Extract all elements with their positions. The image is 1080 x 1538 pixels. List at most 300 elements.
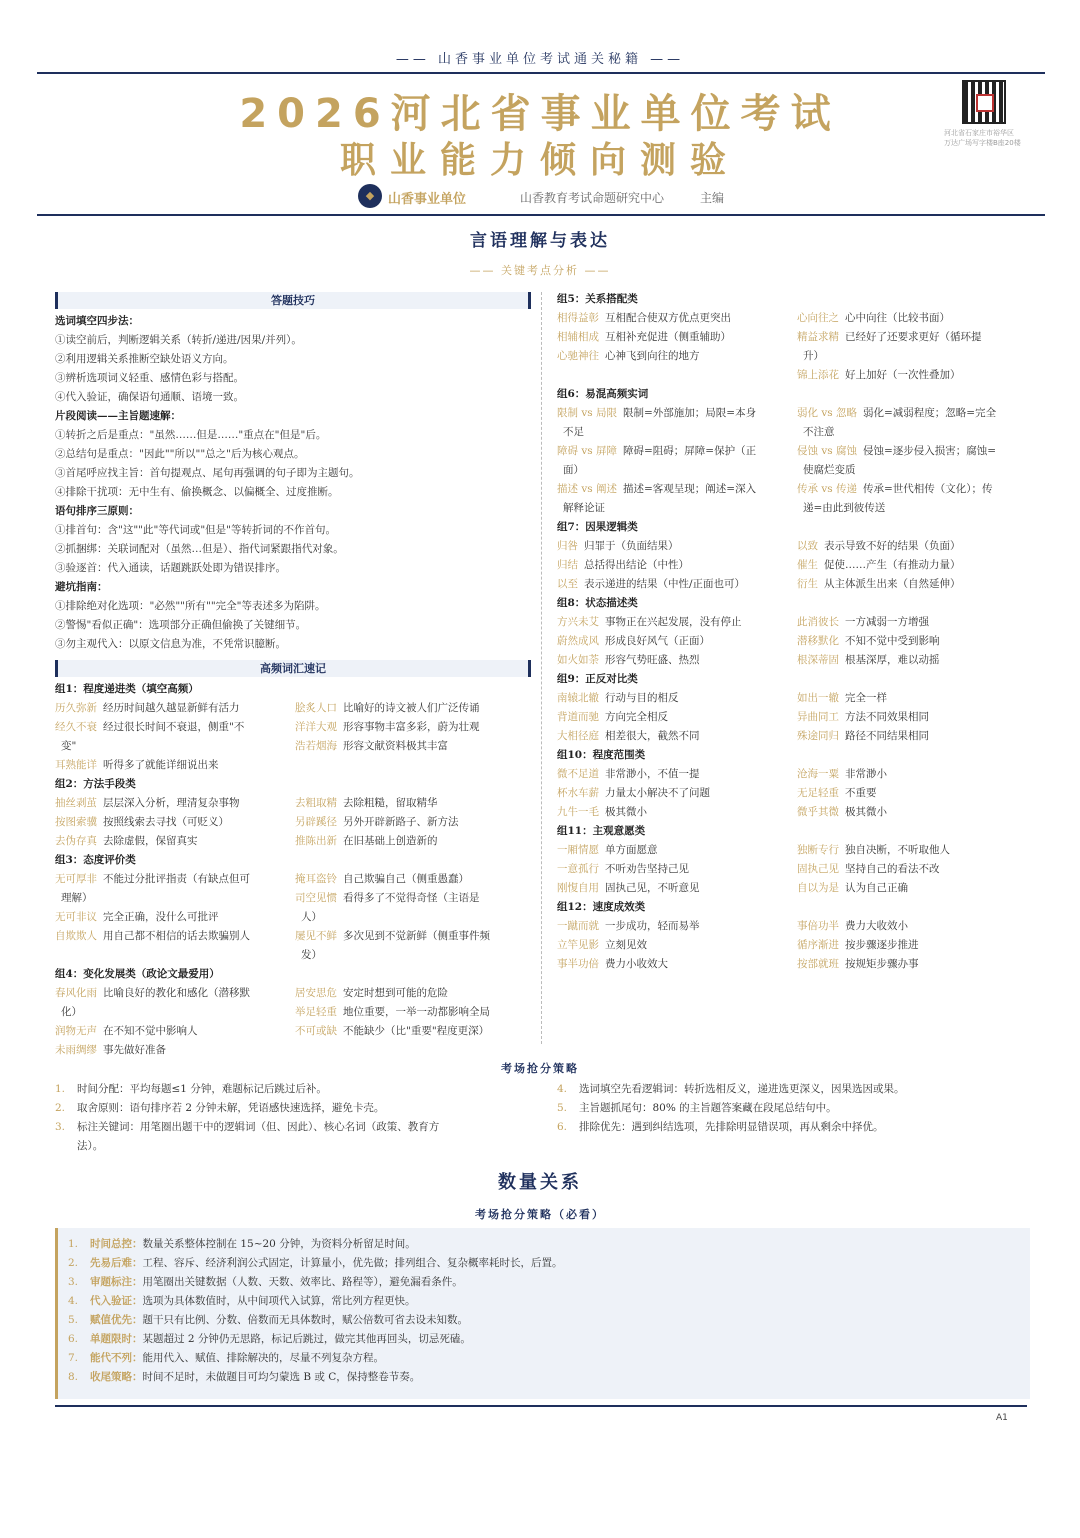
vocab-cell bbox=[557, 689, 797, 708]
vocab-desc: 化） bbox=[61, 1006, 82, 1018]
tip-line: ③验逐首：代入通读，话题跳跃处即为错误排序。 bbox=[55, 562, 286, 574]
vocab-cell bbox=[797, 442, 996, 461]
vocab-term: 无可非议 bbox=[55, 911, 97, 923]
qr-note: 万达广场写字楼B座20楼 bbox=[944, 139, 1021, 147]
vocab-cell bbox=[55, 699, 295, 718]
vocab-desc: 事物正在兴起发展，没有停止 bbox=[605, 616, 742, 628]
vocab-desc: 用自己都不相信的话去欺骗别人 bbox=[103, 930, 250, 942]
vocab-desc: 路径不同结果相同 bbox=[845, 730, 929, 742]
quant-tip bbox=[58, 1273, 1030, 1292]
vocab-term: 微不足道 bbox=[557, 768, 599, 780]
vocab-desc: 从主体派生出来（自然延伸） bbox=[824, 578, 961, 590]
tip-text: 某题超过 2 分钟仍无思路，标记后跳过，做完其他再回头，切忌死磕。 bbox=[142, 1333, 471, 1345]
vocab-desc: 好上加好（一次性叠加） bbox=[845, 369, 961, 381]
vocab-row bbox=[557, 366, 1035, 385]
vocab-cell bbox=[557, 708, 797, 727]
group-heading: 组11：主观意愿类 bbox=[557, 825, 646, 837]
vocab-cell bbox=[55, 737, 295, 756]
vocab-cell bbox=[557, 347, 797, 366]
vocab-row bbox=[557, 651, 1035, 670]
vocab-row bbox=[557, 537, 1035, 556]
vocab-term: 背道而驰 bbox=[557, 711, 599, 723]
vocab-cell bbox=[295, 718, 480, 737]
vocab-desc: 层层深入分析，理清复杂事物 bbox=[103, 797, 240, 809]
quant-tip bbox=[58, 1330, 1030, 1349]
vocab-cell bbox=[797, 613, 929, 632]
vocab-term: 弱化 vs 忽略 bbox=[797, 407, 857, 419]
vocab-desc: 面） bbox=[563, 464, 584, 476]
sub-main-title: 职业能力倾向测验 bbox=[339, 140, 740, 181]
vocab-term: 侵蚀 vs 腐蚀 bbox=[797, 445, 857, 457]
vocab-cell bbox=[797, 347, 824, 366]
vocab-term: 南辕北辙 bbox=[557, 692, 599, 704]
vocab-term: 以致 bbox=[797, 540, 818, 552]
vocab-term: 润物无声 bbox=[55, 1025, 97, 1037]
vocab-row bbox=[55, 927, 535, 946]
vocab-desc: 不重要 bbox=[845, 787, 877, 799]
vocab-desc: 完全一样 bbox=[845, 692, 887, 704]
vocab-desc: 发） bbox=[301, 949, 322, 961]
vocab-desc: 总括得出结论（中性） bbox=[584, 559, 689, 571]
item-text: 法）。 bbox=[77, 1140, 104, 1152]
vocab-desc: 不足 bbox=[563, 426, 584, 438]
vocab-desc: 在不知不觉中影响人 bbox=[103, 1025, 198, 1037]
vocab-cell bbox=[295, 1003, 490, 1022]
vocab-cell bbox=[55, 718, 295, 737]
publisher: 山香教育考试命题研究中心 bbox=[520, 191, 665, 205]
vocab-desc: 形容气势旺盛、热烈 bbox=[605, 654, 700, 666]
vocab-cell bbox=[557, 613, 797, 632]
vocab-term: 掩耳盗铃 bbox=[295, 873, 337, 885]
vocab-term: 衍生 bbox=[797, 578, 818, 590]
vocab-term: 精益求精 bbox=[797, 331, 839, 343]
vocab-term: 心驰神往 bbox=[557, 350, 599, 362]
vocab-cell bbox=[295, 832, 438, 851]
vocab-term: 蔚然成风 bbox=[557, 635, 599, 647]
vocab-term: 杯水车薪 bbox=[557, 787, 599, 799]
section-title: 言语理解与表达 bbox=[470, 231, 610, 251]
item-number: 8. bbox=[68, 1371, 79, 1383]
vocab-cell bbox=[55, 984, 295, 1003]
vocab-term: 心向往之 bbox=[797, 312, 839, 324]
tip-line: ②抓捆绑：关联词配对（虽然…但是）、指代词紧跟指代对象。 bbox=[55, 543, 344, 555]
group-heading: 组5：关系搭配类 bbox=[557, 293, 638, 305]
vocab-term: 障碍 vs 屏障 bbox=[557, 445, 617, 457]
vocab-row bbox=[557, 423, 1035, 442]
item-text: 取舍原则：语句排序若 2 分钟未解，凭语感快速选择，避免卡壳。 bbox=[77, 1102, 385, 1114]
vocab-desc: 理解） bbox=[61, 892, 93, 904]
vocab-desc: 极其微小 bbox=[845, 806, 887, 818]
vocab-term: 屡见不鲜 bbox=[295, 930, 337, 942]
vocab-list-right bbox=[557, 290, 1035, 974]
vocab-cell bbox=[797, 784, 877, 803]
vocab-cell bbox=[557, 461, 797, 480]
vocab-row bbox=[557, 936, 1035, 955]
qr-code-icon bbox=[962, 80, 1006, 124]
vocab-term: 催生 bbox=[797, 559, 818, 571]
logo-icon: ◆ bbox=[358, 184, 382, 208]
vocab-row bbox=[557, 860, 1035, 879]
vocab-row bbox=[55, 984, 535, 1003]
vocab-desc: 描述=客观呈现；阐述=深入 bbox=[623, 483, 757, 495]
vocab-desc: 认为自己正确 bbox=[845, 882, 908, 894]
group-heading: 组10：程度范围类 bbox=[557, 749, 646, 761]
vocab-row bbox=[55, 794, 535, 813]
vocab-row bbox=[557, 556, 1035, 575]
vocab-term: 推陈出新 bbox=[295, 835, 337, 847]
vocab-cell bbox=[797, 708, 929, 727]
vocab-desc: 根基深厚，难以动摇 bbox=[845, 654, 940, 666]
tip-line: ②警惕"看似正确"：选项部分正确但偷换了关键细节。 bbox=[55, 619, 307, 631]
vocab-heading: 高频词汇速记 bbox=[55, 660, 531, 677]
tip-text: 用笔圈出关键数据（人数、天数、效率比、路程等），避免漏看条件。 bbox=[142, 1276, 463, 1288]
vocab-row bbox=[55, 813, 535, 832]
vocab-desc: 归罪于（负面结果） bbox=[584, 540, 679, 552]
vocab-row bbox=[55, 1022, 535, 1041]
vocab-desc: 独自决断，不听取他人 bbox=[845, 844, 950, 856]
vocab-term: 固执己见 bbox=[797, 863, 839, 875]
vocab-row bbox=[557, 328, 1035, 347]
vocab-cell bbox=[797, 309, 950, 328]
vocab-cell bbox=[797, 556, 961, 575]
item-text: 选词填空先看逻辑词：转折选相反义，递进选更深义，因果选因或果。 bbox=[579, 1083, 905, 1095]
vocab-row bbox=[557, 879, 1035, 898]
vocab-desc: 费力小收效大 bbox=[605, 958, 668, 970]
tip-text: 数量关系整体控制在 15~20 分钟，为资料分析留足时间。 bbox=[142, 1238, 416, 1250]
vocab-cell bbox=[557, 575, 797, 594]
vocab-desc: 去除粗糙，留取精华 bbox=[343, 797, 438, 809]
vocab-term: 自以为是 bbox=[797, 882, 839, 894]
vocab-term: 另辟蹊径 bbox=[295, 816, 337, 828]
main-title: 2026河北省事业单位考试 bbox=[239, 91, 841, 137]
group-heading: 组9：正反对比类 bbox=[557, 673, 638, 685]
vocab-desc: 一方减弱一方增强 bbox=[845, 616, 929, 628]
vocab-cell bbox=[797, 423, 835, 442]
tips-heading: 答题技巧 bbox=[55, 292, 531, 309]
vocab-term: 脍炙人口 bbox=[295, 702, 337, 714]
vocab-desc: 非常渺小 bbox=[845, 768, 887, 780]
vocab-cell bbox=[557, 309, 797, 328]
vocab-cell bbox=[557, 480, 797, 499]
vocab-term: 去粗取精 bbox=[295, 797, 337, 809]
tip-line: ③首尾呼应找主旨：首句提观点、尾句再强调的句子即为主题句。 bbox=[55, 467, 360, 479]
item-number: 5. bbox=[68, 1314, 79, 1326]
vocab-term: 殊途同归 bbox=[797, 730, 839, 742]
tip-line: ④排除干扰项：无中生有、偷换概念、以偏概全、过度推断。 bbox=[55, 486, 339, 498]
vocab-cell bbox=[295, 699, 480, 718]
vocab-row bbox=[55, 718, 535, 737]
group-heading: 片段阅读——主旨题速解： bbox=[55, 410, 181, 422]
vocab-cell bbox=[557, 936, 797, 955]
vocab-desc: 固执己见，不听意见 bbox=[605, 882, 700, 894]
vocab-term: 一意孤行 bbox=[557, 863, 599, 875]
vocab-cell bbox=[295, 737, 448, 756]
vocab-cell bbox=[557, 784, 797, 803]
vocab-desc: 弱化=减弱程度；忽略=完全 bbox=[863, 407, 997, 419]
vocab-row bbox=[557, 784, 1035, 803]
group-heading: 组1：程度递进类（填空高频） bbox=[55, 683, 199, 695]
vocab-cell bbox=[557, 442, 797, 461]
section-subtitle: —— 关键考点分析 —— bbox=[469, 264, 611, 277]
vocab-row bbox=[557, 689, 1035, 708]
vocab-row bbox=[557, 442, 1035, 461]
vocab-desc: 按照线索去寻找（可贬义） bbox=[103, 816, 229, 828]
vocab-term: 九牛一毛 bbox=[557, 806, 599, 818]
vocab-cell bbox=[797, 936, 919, 955]
editor-label: 主编 bbox=[700, 191, 725, 205]
vocab-cell bbox=[797, 575, 961, 594]
item-number: 3. bbox=[68, 1276, 79, 1288]
quant-tip bbox=[58, 1349, 1030, 1368]
vocab-desc: 多次见到不觉新鲜（侧重事件频 bbox=[343, 930, 490, 942]
vocab-desc: 促使……产生（有推动力量） bbox=[824, 559, 961, 571]
section2-title: 数量关系 bbox=[498, 1172, 582, 1193]
vocab-term: 独断专行 bbox=[797, 844, 839, 856]
vocab-row bbox=[557, 708, 1035, 727]
vocab-desc: 听得多了就能详细说出来 bbox=[103, 759, 219, 771]
vocab-desc: 传承=世代相传（文化）；传 bbox=[863, 483, 993, 495]
tip-text: 时间不足时，未做题目可均匀蒙选 B 或 C，保持整卷节奏。 bbox=[142, 1371, 421, 1383]
vocab-desc: 不能过分批评指责（有缺点但可 bbox=[103, 873, 250, 885]
logo-text: 山香事业单位 bbox=[388, 192, 467, 207]
vocab-row bbox=[557, 499, 1035, 518]
vocab-desc: 去除虚假，保留真实 bbox=[103, 835, 198, 847]
vocab-cell bbox=[295, 946, 322, 965]
vocab-cell bbox=[295, 1041, 301, 1060]
vocab-desc: 看得多了不觉得奇怪（主语是 bbox=[343, 892, 480, 904]
vocab-desc: 经历时间越久越显新鲜有活力 bbox=[103, 702, 240, 714]
vocab-cell bbox=[797, 499, 885, 518]
vocab-term: 刚愎自用 bbox=[557, 882, 599, 894]
vocab-cell bbox=[295, 927, 490, 946]
vocab-term: 如火如荼 bbox=[557, 654, 599, 666]
vocab-row bbox=[557, 613, 1035, 632]
item-number: 1. bbox=[68, 1238, 79, 1250]
vocab-cell bbox=[557, 803, 797, 822]
vocab-term: 不可或缺 bbox=[295, 1025, 337, 1037]
tip-line: ④代入验证，确保语句通顺、语境一致。 bbox=[55, 391, 244, 403]
vocab-term: 沧海一粟 bbox=[797, 768, 839, 780]
vocab-desc: 升） bbox=[803, 350, 824, 362]
vocab-row bbox=[557, 841, 1035, 860]
vocab-row bbox=[55, 737, 535, 756]
vocab-cell bbox=[797, 651, 940, 670]
group-heading: 组2：方法手段类 bbox=[55, 778, 136, 790]
vocab-desc: 不听劝告坚持己见 bbox=[605, 863, 689, 875]
vocab-desc: 不注意 bbox=[803, 426, 835, 438]
vocab-term: 潜移默化 bbox=[797, 635, 839, 647]
vocab-term: 异曲同工 bbox=[797, 711, 839, 723]
vocab-term: 事倍功半 bbox=[797, 920, 839, 932]
vocab-desc: 不能缺少（比"重要"程度更深） bbox=[343, 1025, 490, 1037]
strategy-item bbox=[55, 1137, 530, 1156]
vocab-cell bbox=[55, 908, 295, 927]
strategy-list-right bbox=[557, 1080, 1035, 1137]
item-number: 7. bbox=[68, 1352, 79, 1364]
vocab-row bbox=[55, 756, 535, 775]
group-heading: 组12：速度成效类 bbox=[557, 901, 646, 913]
vocab-cell bbox=[295, 908, 322, 927]
vocab-cell bbox=[295, 984, 448, 1003]
group-heading: 选词填空四步法： bbox=[55, 315, 139, 327]
vocab-cell bbox=[557, 366, 797, 385]
vocab-desc: 地位重要，一举一动都影响全局 bbox=[343, 1006, 490, 1018]
strategy-item bbox=[55, 1118, 530, 1137]
vocab-term: 归结 bbox=[557, 559, 578, 571]
item-text: 排除优先：遇到纠结选项，先排除明显错误项，再从剩余中择优。 bbox=[579, 1121, 884, 1133]
vocab-desc: 表示递进的结果（中性/正面也可） bbox=[584, 578, 746, 590]
vocab-cell bbox=[557, 404, 797, 423]
vocab-term: 限制 vs 局限 bbox=[557, 407, 617, 419]
top-divider bbox=[37, 72, 1045, 74]
vocab-cell bbox=[797, 860, 940, 879]
qr-note: 河北省石家庄市裕华区 bbox=[944, 129, 1014, 137]
vocab-desc: 形容事物丰富多彩，蔚为壮观 bbox=[343, 721, 480, 733]
vocab-desc: 心中向往（比较书面） bbox=[845, 312, 950, 324]
section2-subtitle: 考场抢分策略（必看） bbox=[475, 1208, 605, 1221]
vocab-desc: 表示导致不好的结果（负面） bbox=[824, 540, 961, 552]
vocab-row bbox=[557, 917, 1035, 936]
tip-line: ①转折之后是重点："虽然……但是……"重点在"但是"后。 bbox=[55, 429, 327, 441]
vocab-cell bbox=[797, 366, 961, 385]
vocab-cell bbox=[55, 927, 295, 946]
vocab-desc: 变" bbox=[61, 740, 77, 752]
vocab-term: 洋洋大观 bbox=[295, 721, 337, 733]
vocab-row bbox=[55, 832, 535, 851]
vocab-term: 循序渐进 bbox=[797, 939, 839, 951]
vocab-term: 无足轻重 bbox=[797, 787, 839, 799]
vocab-desc: 心神飞到向往的地方 bbox=[605, 350, 700, 362]
vocab-cell bbox=[557, 727, 797, 746]
vocab-cell bbox=[797, 404, 996, 423]
vocab-row bbox=[55, 889, 535, 908]
vocab-cell bbox=[557, 556, 797, 575]
vocab-desc: 相差很大，截然不同 bbox=[605, 730, 700, 742]
vocab-term: 浩若烟海 bbox=[295, 740, 337, 752]
vocab-row bbox=[557, 632, 1035, 651]
item-number: 6. bbox=[557, 1121, 568, 1133]
group-heading: 组6：易混高频实词 bbox=[557, 388, 649, 400]
tip-label: 先易后难： bbox=[90, 1257, 143, 1269]
vocab-term: 此消彼长 bbox=[797, 616, 839, 628]
vocab-term: 举足轻重 bbox=[295, 1006, 337, 1018]
vocab-term: 历久弥新 bbox=[55, 702, 97, 714]
vocab-row bbox=[55, 1003, 535, 1022]
vocab-cell bbox=[295, 756, 301, 775]
group-heading: 组8：状态描述类 bbox=[557, 597, 638, 609]
vocab-desc: 方向完全相反 bbox=[605, 711, 668, 723]
tip-label: 能代不列： bbox=[90, 1352, 143, 1364]
quant-tip bbox=[58, 1254, 1030, 1273]
vocab-cell bbox=[295, 889, 480, 908]
vocab-cell bbox=[557, 955, 797, 974]
vocab-cell bbox=[557, 328, 797, 347]
vocab-desc: 侵蚀=逐步侵入损害；腐蚀= bbox=[863, 445, 997, 457]
item-number: 3. bbox=[55, 1121, 66, 1133]
vocab-desc: 行动与目的相反 bbox=[605, 692, 679, 704]
vocab-desc: 互相配合使双方优点更突出 bbox=[605, 312, 731, 324]
strategy-item bbox=[557, 1080, 1035, 1099]
vocab-row bbox=[557, 803, 1035, 822]
vocab-desc: 互相补充促进（侧重辅助） bbox=[605, 331, 731, 343]
vocab-term: 春风化雨 bbox=[55, 987, 97, 999]
vocab-desc: 安定时想到可能的危险 bbox=[343, 987, 448, 999]
vocab-cell bbox=[55, 1041, 295, 1060]
item-number: 5. bbox=[557, 1102, 568, 1114]
quant-tip bbox=[58, 1368, 1030, 1387]
vocab-cell bbox=[295, 870, 469, 889]
tip-line: ①排首句：含"这""此"等代词或"但是"等转折词的不作首句。 bbox=[55, 524, 336, 536]
vocab-cell bbox=[557, 537, 797, 556]
item-number: 1. bbox=[55, 1083, 66, 1095]
strategy-item bbox=[55, 1099, 530, 1118]
tip-line: ①排除绝对化选项："必然""所有""完全"等表述多为陷阱。 bbox=[55, 600, 326, 612]
item-text: 标注关键词：用笔圈出题干中的逻辑词（但、因此）、核心名词（政策、教育方 bbox=[77, 1121, 440, 1133]
vocab-term: 未雨绸缪 bbox=[55, 1044, 97, 1056]
vocab-desc: 力量太小解决不了问题 bbox=[605, 787, 710, 799]
item-number: 4. bbox=[68, 1295, 79, 1307]
tip-label: 单题限时： bbox=[90, 1333, 143, 1345]
vocab-term: 根深蒂固 bbox=[797, 654, 839, 666]
vocab-term: 描述 vs 阐述 bbox=[557, 483, 617, 495]
vocab-desc: 事先做好准备 bbox=[103, 1044, 166, 1056]
strategy-list-left bbox=[55, 1080, 530, 1156]
item-number: 2. bbox=[68, 1257, 79, 1269]
strategy-item bbox=[557, 1118, 1035, 1137]
tip-line: ②利用逻辑关系推断空缺处语义方向。 bbox=[55, 353, 234, 365]
quant-tip bbox=[58, 1235, 1030, 1254]
vocab-cell bbox=[557, 917, 797, 936]
vocab-desc: 解释论证 bbox=[563, 502, 605, 514]
vocab-desc: 坚持自己的看法不改 bbox=[845, 863, 940, 875]
group-heading: 组4：变化发展类（政论文最爱用） bbox=[55, 968, 220, 980]
vocab-cell bbox=[55, 1022, 295, 1041]
vocab-term: 司空见惯 bbox=[295, 892, 337, 904]
vocab-desc: 一步成功，轻而易举 bbox=[605, 920, 700, 932]
vocab-cell bbox=[797, 727, 929, 746]
vocab-cell bbox=[557, 879, 797, 898]
tip-label: 赋值优先： bbox=[90, 1314, 143, 1326]
vocab-cell bbox=[557, 423, 797, 442]
vocab-cell bbox=[55, 832, 295, 851]
vocab-cell bbox=[557, 499, 797, 518]
group-heading: 语句排序三原则： bbox=[55, 505, 139, 517]
vocab-row bbox=[557, 727, 1035, 746]
tip-line: ②总结句是重点："因此""所以""总之"后为核心观点。 bbox=[55, 448, 305, 460]
vocab-term: 自欺欺人 bbox=[55, 930, 97, 942]
vocab-row bbox=[557, 575, 1035, 594]
item-number: 6. bbox=[68, 1333, 79, 1345]
vocab-desc: 在旧基础上创造新的 bbox=[343, 835, 438, 847]
vocab-term: 经久不衰 bbox=[55, 721, 97, 733]
vocab-desc: 比喻好的诗文被人们广泛传诵 bbox=[343, 702, 480, 714]
vocab-desc: 比喻良好的教化和感化（潜移默 bbox=[103, 987, 250, 999]
vocab-cell bbox=[55, 794, 295, 813]
vocab-cell bbox=[557, 632, 797, 651]
page-number: A1 bbox=[996, 1413, 1008, 1423]
strategy-item bbox=[557, 1099, 1035, 1118]
vocab-desc: 按规矩步骤办事 bbox=[845, 958, 919, 970]
vocab-desc: 已经好了还要求更好（循环提 bbox=[845, 331, 982, 343]
vocab-cell bbox=[797, 879, 908, 898]
vocab-desc: 按步骤逐步推进 bbox=[845, 939, 919, 951]
tip-line: ③辨析选项词义轻重、感情色彩与搭配。 bbox=[55, 372, 244, 384]
vocab-cell bbox=[797, 632, 940, 651]
vocab-desc: 自己欺骗自己（侧重愚蠢） bbox=[343, 873, 469, 885]
quant-tip bbox=[58, 1311, 1030, 1330]
vocab-cell bbox=[295, 813, 459, 832]
vocab-desc: 非常渺小，不值一提 bbox=[605, 768, 700, 780]
